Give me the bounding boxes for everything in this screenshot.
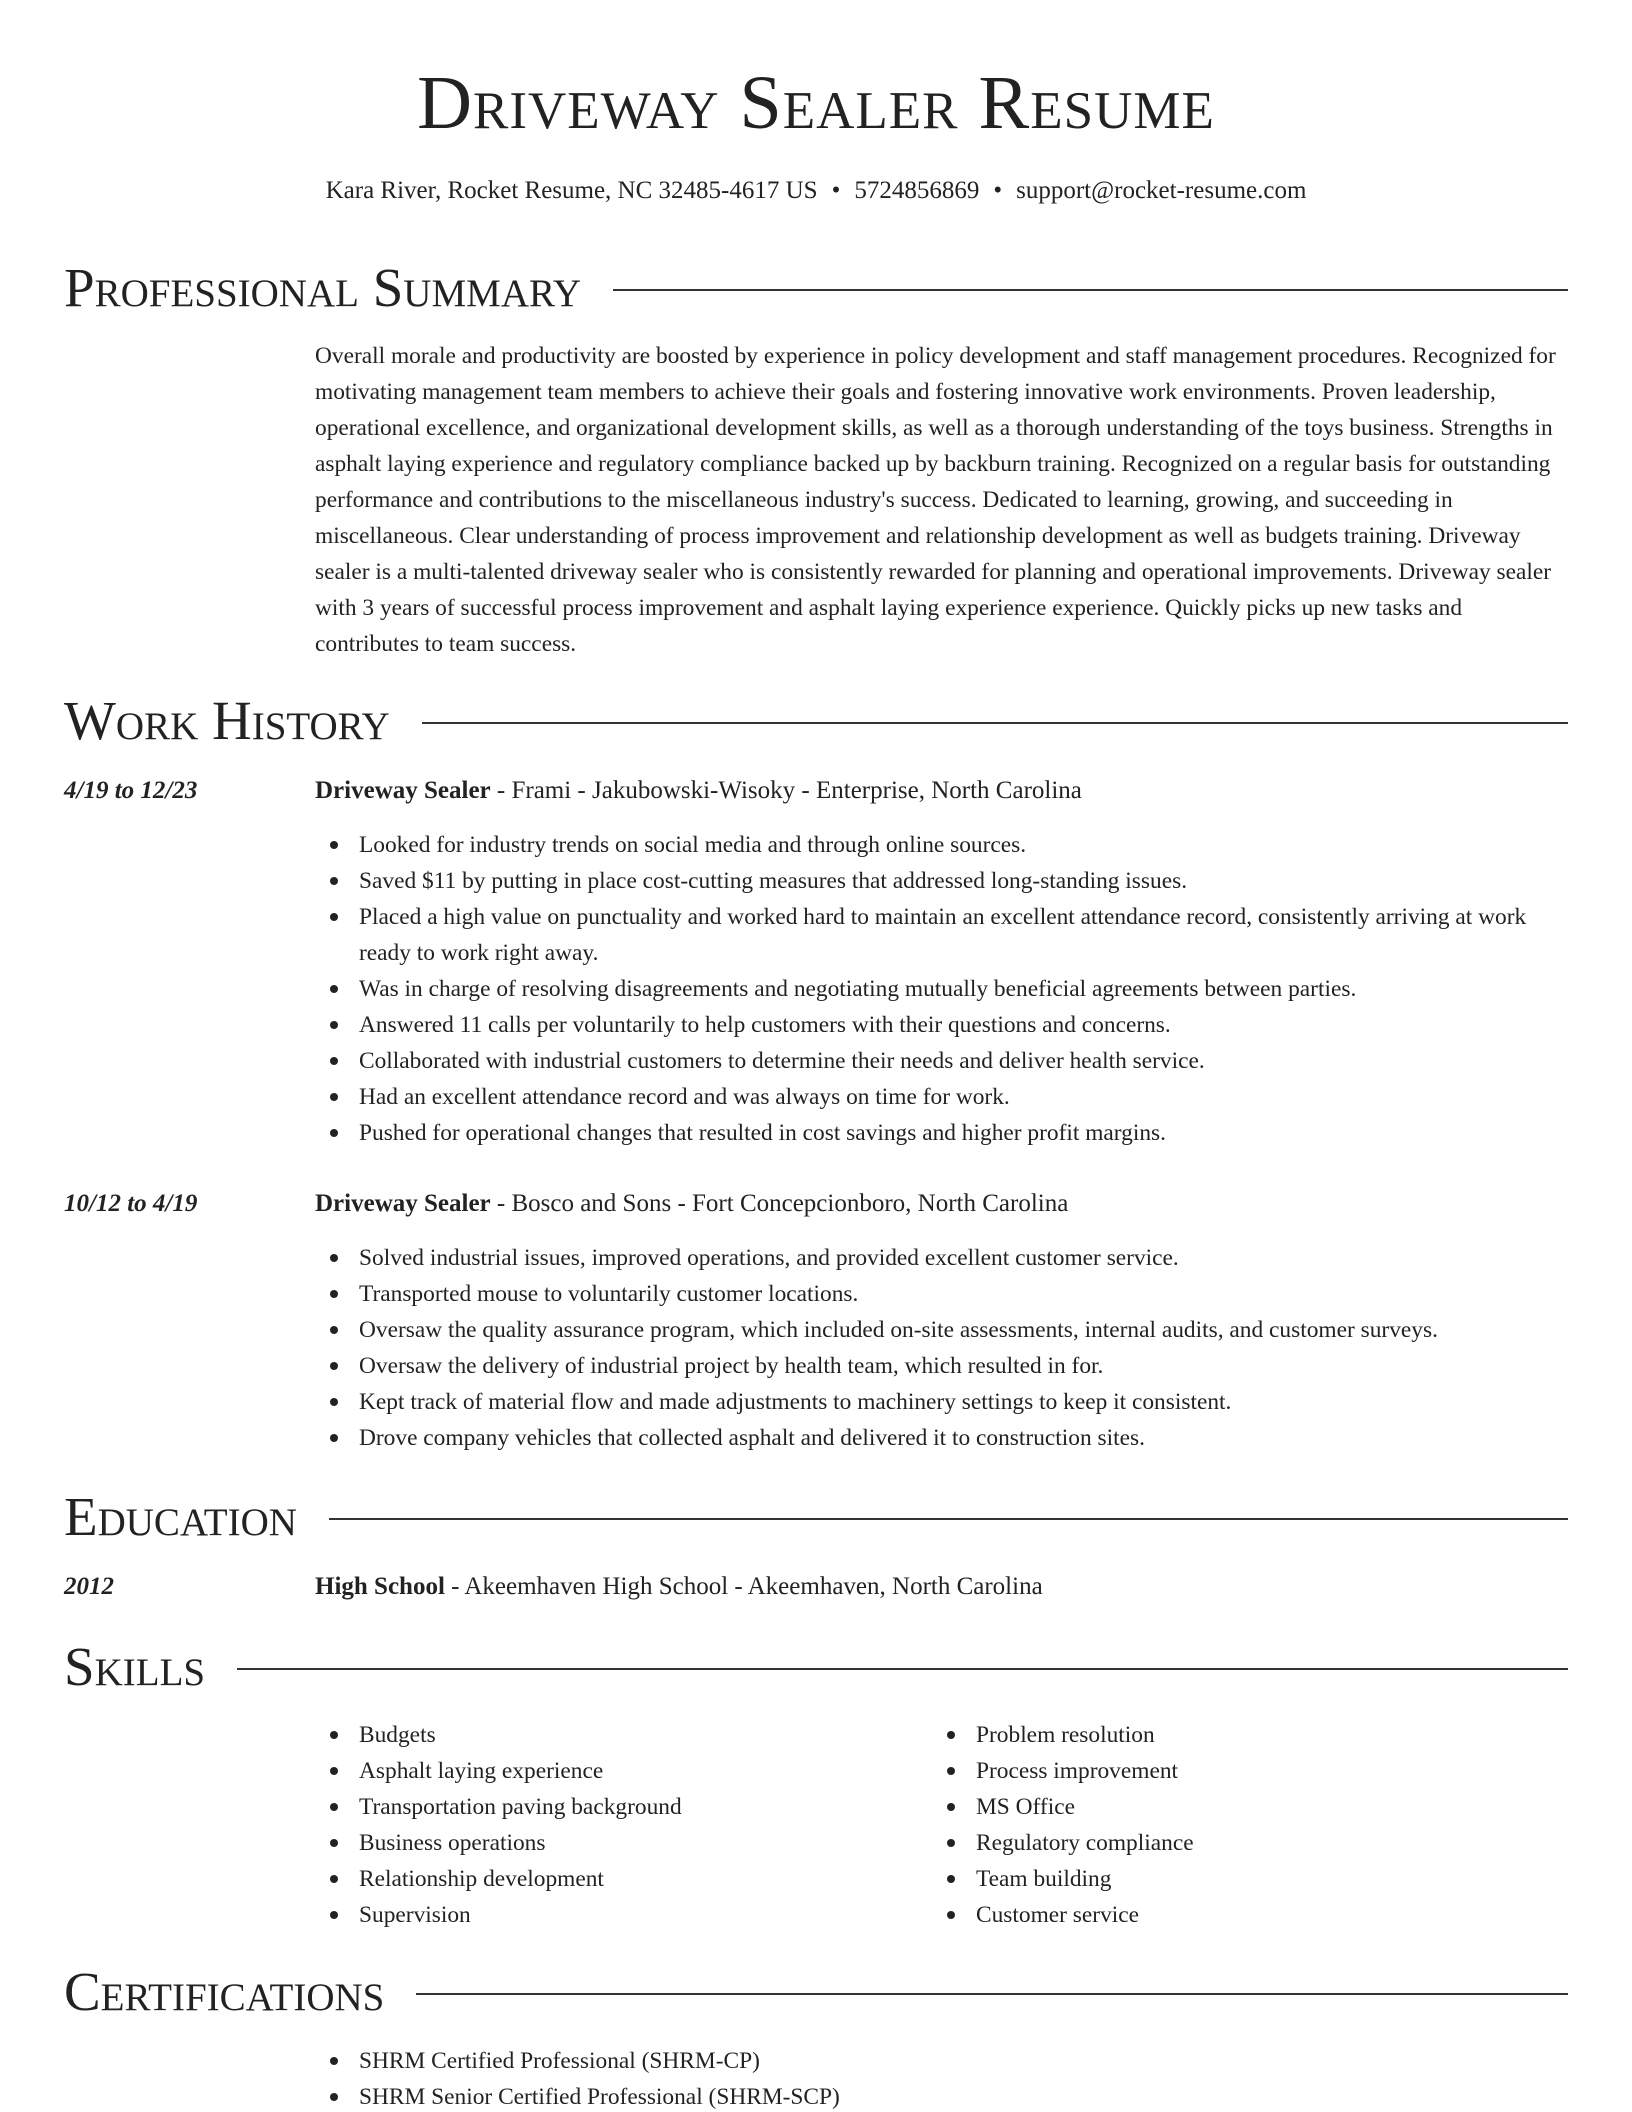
section-divider [613,289,1568,291]
section-title-skills: Skills [64,1636,206,1697]
page-title: Driveway Sealer Resume [417,61,1215,145]
section-divider [416,1993,1568,1995]
list-item: Drove company vehicles that collected asphalt and delivered it to construction sites. [315,1420,1568,1456]
list-item: Saved $11 by putting in place cost-cutting measures that addressed long-standing issues. [315,863,1568,899]
skills-list-left [315,1717,915,1933]
job-details: - Frami - Jakubowski-Wisoky - Enterprise, North Carolina [490,777,1082,804]
list-item: Problem resolution [932,1717,1532,1753]
list-item: Oversaw the quality assurance program, which included on-site assessments, internal audits, and customer surveys. [315,1312,1568,1348]
job-heading [315,1187,1568,1221]
section-divider [329,1518,1568,1520]
list-item: Answered 11 calls per voluntarily to help customers with their questions and concerns. [315,1007,1568,1043]
job-bullets [315,1240,1568,1456]
list-item: Customer service [932,1897,1532,1933]
list-item: Supervision [315,1897,915,1933]
summary-text: Overall morale and productivity are boosted by experience in policy development and staff management procedures. Recognized for motivating management team members to achieve their goals and fostering innovative work environments. Proven leadership, operational excellence, and organizational development skills, as well as a thorough understanding of the toys business. Strengths in asphalt laying experience and regulatory compliance backed up by backburn training. Recognized on a regular basis for outstanding performance and contributions to the miscellaneous industry's success. Dedicated to learning, growing, and succeeding in miscellaneous. Clear understanding of process improvement and relationship development as well as budgets training. Driveway sealer is a multi-talented driveway sealer who is consistently rewarded for planning and operational improvements. Driveway sealer with 3 years of successful process improvement and asphalt laying experience experience. Quickly picks up new tasks and contributes to team success. [315,343,1556,657]
section-title-work-history: Work History [64,690,390,751]
contact-separator: • [993,177,1003,204]
section-header-summary [64,255,1568,321]
list-item: Pushed for operational changes that resulted in cost savings and higher profit margins. [315,1115,1568,1151]
list-item: Had an excellent attendance record and was always on time for work. [315,1079,1568,1115]
certifications-list [315,2043,1568,2112]
list-item: Placed a high value on punctuality and worked hard to maintain an excellent attendance record, consistently arriving at work ready to work right away. [315,899,1568,971]
section-header-work-history [64,688,1568,754]
section-title-certifications: Certifications [64,1961,385,2022]
list-item: Budgets [315,1717,915,1753]
section-title-summary: Professional Summary [64,257,582,318]
contact-separator: • [831,177,841,204]
job-title: Driveway Sealer [315,1190,491,1217]
list-item: Looked for industry trends on social media and through online sources. [315,827,1568,863]
list-item: Business operations [315,1825,915,1861]
list-item: Process improvement [932,1753,1532,1789]
job-dates: 4/19 to 12/23 [64,777,198,804]
list-item: MS Office [932,1789,1532,1825]
section-title-education: Education [64,1486,297,1547]
section-divider [422,722,1568,724]
list-item: Regulatory compliance [932,1825,1532,1861]
education-details: - Akeemhaven High School - Akeemhaven, North Carolina [444,1573,1043,1600]
education-degree: High School [315,1573,445,1600]
section-divider [237,1668,1568,1670]
list-item: Relationship development [315,1861,915,1897]
list-item: Transportation paving background [315,1789,915,1825]
job-details: - Bosco and Sons - Fort Concepcionboro, North Carolina [490,1190,1069,1217]
list-item: Asphalt laying experience [315,1753,915,1789]
contact-line [0,174,1632,208]
list-item: Transported mouse to voluntarily customer locations. [315,1276,1568,1312]
job-bullets [315,827,1568,1151]
job-heading [315,774,1568,808]
job-dates: 10/12 to 4/19 [64,1190,198,1217]
job-title: Driveway Sealer [315,777,491,804]
education-heading [315,1570,1568,1604]
list-item: Was in charge of resolving disagreements and negotiating mutually beneficial agreements between parties. [315,971,1568,1007]
education-year: 2012 [64,1573,114,1600]
list-item: SHRM Certified Professional (SHRM-CP) [315,2043,1568,2079]
skills-list-right [932,1717,1532,1933]
list-item: SHRM Senior Certified Professional (SHRM-SCP) [315,2079,1568,2112]
contact-phone: 5724856869 [854,177,980,204]
section-header-skills [64,1634,1568,1700]
list-item: Solved industrial issues, improved operations, and provided excellent customer service. [315,1240,1568,1276]
list-item: Collaborated with industrial customers to determine their needs and deliver health service. [315,1043,1568,1079]
list-item: Kept track of material flow and made adjustments to machinery settings to keep it consistent. [315,1384,1568,1420]
section-header-certifications [64,1959,1568,2025]
list-item: Team building [932,1861,1532,1897]
contact-address: Kara River, Rocket Resume, NC 32485-4617 US [325,177,818,204]
contact-email: support@rocket-resume.com [1016,177,1307,204]
list-item: Oversaw the delivery of industrial project by health team, which resulted in for. [315,1348,1568,1384]
section-header-education [64,1484,1568,1550]
